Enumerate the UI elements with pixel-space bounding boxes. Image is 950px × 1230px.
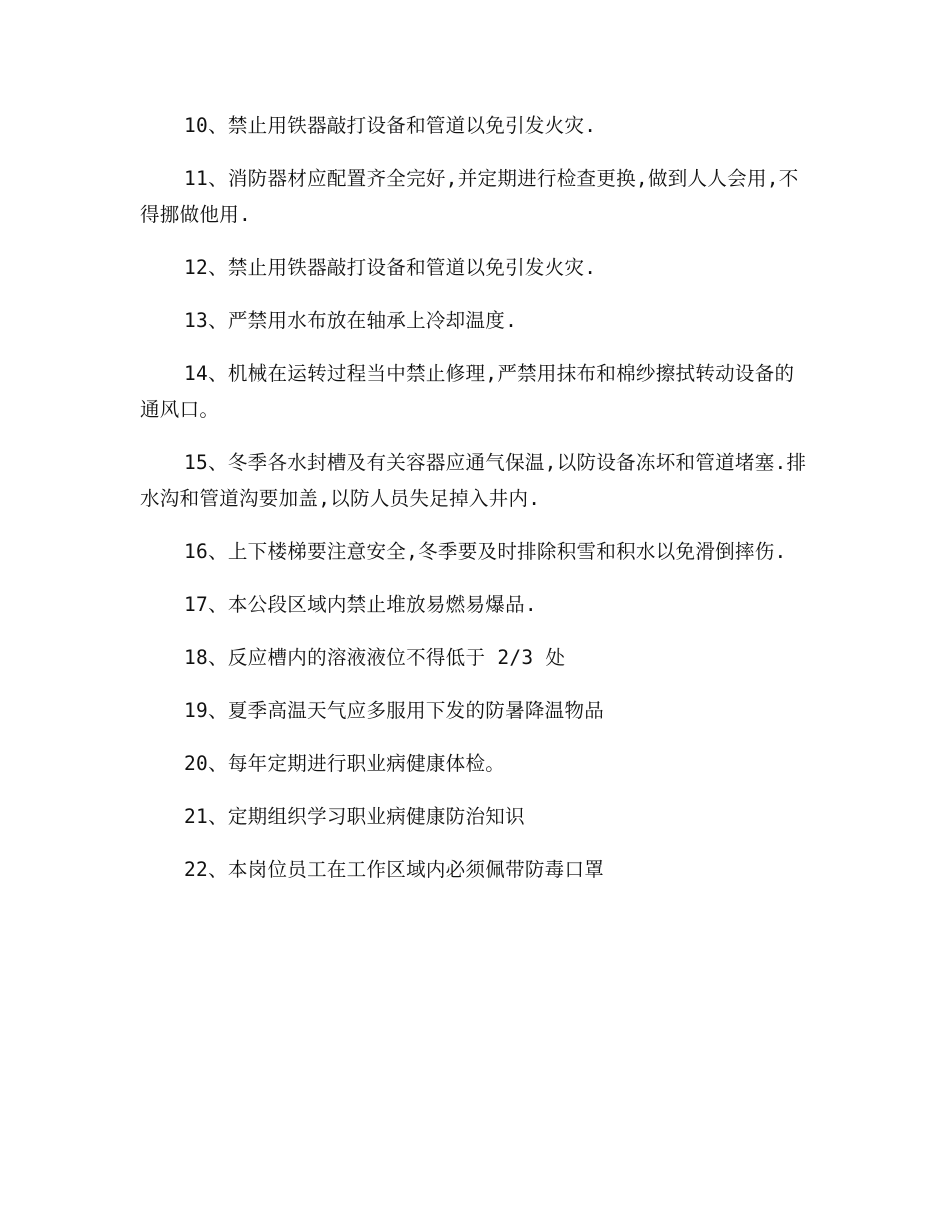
rule-item-18: 18、反应槽内的溶液液位不得低于 2/3 处	[184, 646, 566, 669]
rule-item-17: 17、本公段区域内禁止堆放易燃易爆品.	[184, 593, 537, 616]
rule-item-22: 22、本岗位员工在工作区域内必须佩带防毒口罩	[184, 858, 605, 881]
rule-item-11: 11、消防器材应配置齐全完好,并定期进行检查更换,做到人人会用,不得挪做他用.	[140, 167, 799, 226]
document-body	[140, 108, 810, 888]
rule-item-15: 15、冬季各水封槽及有关容器应通气保温,以防设备冻坏和管道堵塞.排水沟和管道沟要加盖,以防人员失足掉入井内.	[140, 451, 807, 510]
rule-item-10: 10、禁止用铁器敲打设备和管道以免引发火灾.	[184, 114, 597, 137]
rule-item-14: 14、机械在运转过程当中禁止修理,严禁用抹布和棉纱擦拭转动设备的通风口。	[140, 362, 795, 421]
rule-item-21: 21、定期组织学习职业病健康防治知识	[184, 805, 525, 828]
rule-item-20: 20、每年定期进行职业病健康体检。	[184, 752, 506, 775]
rule-item-13: 13、严禁用水布放在轴承上冷却温度.	[184, 309, 518, 332]
rule-item-16: 16、上下楼梯要注意安全,冬季要及时排除积雪和积水以免滑倒摔伤.	[184, 540, 787, 563]
rule-item-12: 12、禁止用铁器敲打设备和管道以免引发火灾.	[184, 256, 597, 279]
rule-item-19: 19、夏季高温天气应多服用下发的防暑降温物品	[184, 699, 605, 722]
